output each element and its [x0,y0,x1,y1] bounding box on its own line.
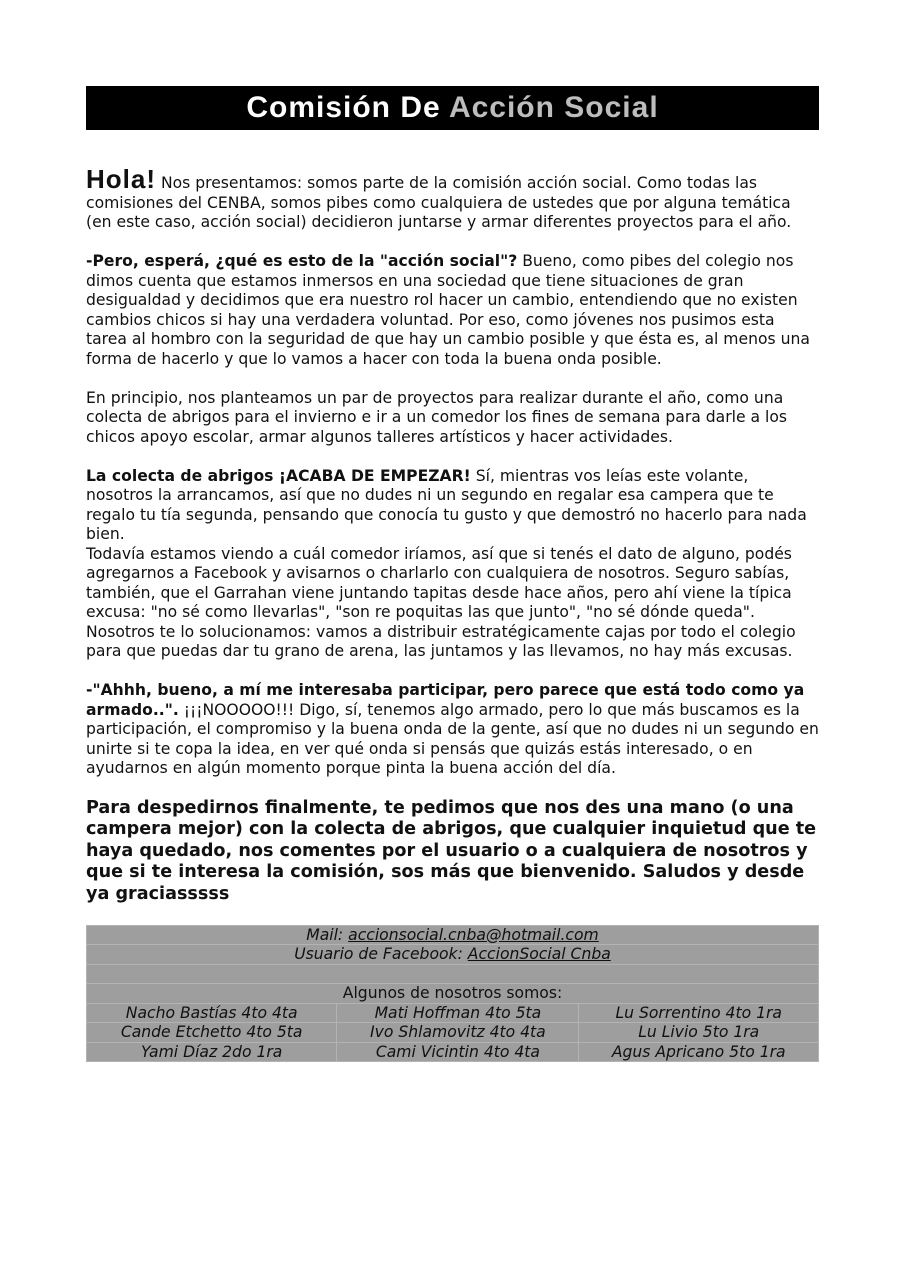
contact-facebook-cell [87,945,819,965]
title-word-accion-social: Acción Social [448,91,659,124]
page-title [246,86,658,130]
member-name: Nacho Bastías 4to 4ta [87,1003,337,1023]
title-word-comision: Comisión [246,91,391,124]
members-label-row [87,984,819,1004]
greeting: Hola! [86,164,156,194]
member-name: Yami Díaz 2do 1ra [87,1042,337,1062]
paragraph-lead: -"Ahhh, bueno, a mí me interesaba participar, pero parece que está todo como ya armado..". [86,681,805,719]
title-bar [86,86,819,130]
paragraph-text: ¡¡¡NOOOOO!!! Digo, sí, tenemos algo armado, pero lo que más buscamos es la participación, el compromiso y la buena onda de la gente, así que no dudes ni un segundo en unirte si te copa la idea, en ver qué onda si pensás que quizás estás interesado, o en ayudarnos en algún momento porque pinta la buena acción del día. [86,700,819,777]
paragraph-colecta [86,467,819,545]
paragraph-accion-social [86,252,819,369]
paragraph-lead: La colecta de abrigos ¡ACABA DE EMPEZAR! [86,466,471,485]
member-name: Cami Vicintin 4to 4ta [337,1042,579,1062]
closing-paragraph: Para despedirnos finalmente, te pedimos que nos des una mano (o una campera mejor) con la colecta de abrigos, que cualquier inquietud que te haya quedado, nos comentes por el usuario o a cualquiera de nosotros y que si te interesa la comisión, sos más que bienvenido. Saludos y desde ya graciasssss [86,798,817,904]
contact-facebook-row [87,945,819,965]
paragraph-comedor [86,545,819,662]
paragraph-text: Todavía estamos viendo a cuál comedor iríamos, así que si tenés el dato de alguno, podés agregarnos a Facebook y avisarnos o charlarlo con cualquiera de nosotros. Seguro sabías, también, que el Garrahan viene juntando tapitas desde hace años, pero ahí viene la típica excusa: "no sé como llevarlas", "son re poquitas las que junto", "no sé dónde queda". Nosotros te lo solucionamos: vamos a distribuir estratégicamente cajas por todo el colegio para que puedas dar tu grano de arena, las juntamos y las llevamos, no hay más excusas. [86,544,796,660]
intro-text: Nos presentamos: somos parte de la comisión acción social. Como todas las comisiones del CENBA, somos pibes como cualquiera de ustedes que por alguna temática (en este caso, acción social) decidieron juntarse y armar diferentes proyectos para el año. [86,174,792,231]
paragraph-text: Sí, mientras vos leías este volante, nosotros la arrancamos, así que no dudes ni un segundo en regalar esa campera que te regalo tu tía segunda, pensando que conocía tu gusto y que demostró no hacerlo para nada bien. [86,466,807,543]
member-name: Cande Etchetto 4to 5ta [87,1023,337,1043]
contact-empty-row [87,964,819,984]
member-name: Mati Hoffman 4to 5ta [337,1003,579,1023]
paragraph-text: Bueno, como pibes del colegio nos dimos cuenta que estamos inmersos en una sociedad que tiene situaciones de gran desigualdad y decidimos que era nuestro rol hacer un cambio, entendiendo que no existen cambios chicos si hay una verdadera voluntad. Por eso, como jóvenes nos pusimos esta tarea al hombro con la seguridad de que hay un cambio posible y que ésta es, al menos una forma de hacerlo y que lo vamos a hacer con toda la buena onda posible. [86,252,810,368]
members-row [87,1023,819,1043]
empty-cell [87,964,819,984]
paragraph-participar [86,681,819,779]
title-word-de: De [400,91,441,124]
paragraph-text: En principio, nos planteamos un par de proyectos para realizar durante el año, como una colecta de abrigos para el invierno e ir a un comedor los fines de semana para darle a los chicos apoyo escolar, armar algunos talleres artísticos y hacer actividades. [86,388,788,446]
members-row [87,1042,819,1062]
contact-table [86,925,819,1063]
facebook-label: Usuario de Facebook: [294,945,468,964]
member-name: Agus Apricano 5to 1ra [579,1042,819,1062]
mail-label: Mail: [306,925,349,944]
members-label: Algunos de nosotros somos: [87,984,819,1004]
facebook-link[interactable]: AccionSocial Cnba [467,945,611,964]
member-name: Ivo Shlamovitz 4to 4ta [337,1023,579,1043]
intro-paragraph [86,164,819,233]
body-text [86,164,819,1062]
contact-mail-row [87,925,819,945]
member-name: Lu Livio 5to 1ra [579,1023,819,1043]
paragraph-proyectos [86,389,819,448]
member-name: Lu Sorrentino 4to 1ra [579,1003,819,1023]
paragraph-lead: -Pero, esperá, ¿qué es esto de la "acción social"? [86,252,518,270]
members-row [87,1003,819,1023]
contact-mail-cell [87,925,819,945]
mail-link[interactable]: accionsocial.cnba@hotmail.com [348,925,599,944]
